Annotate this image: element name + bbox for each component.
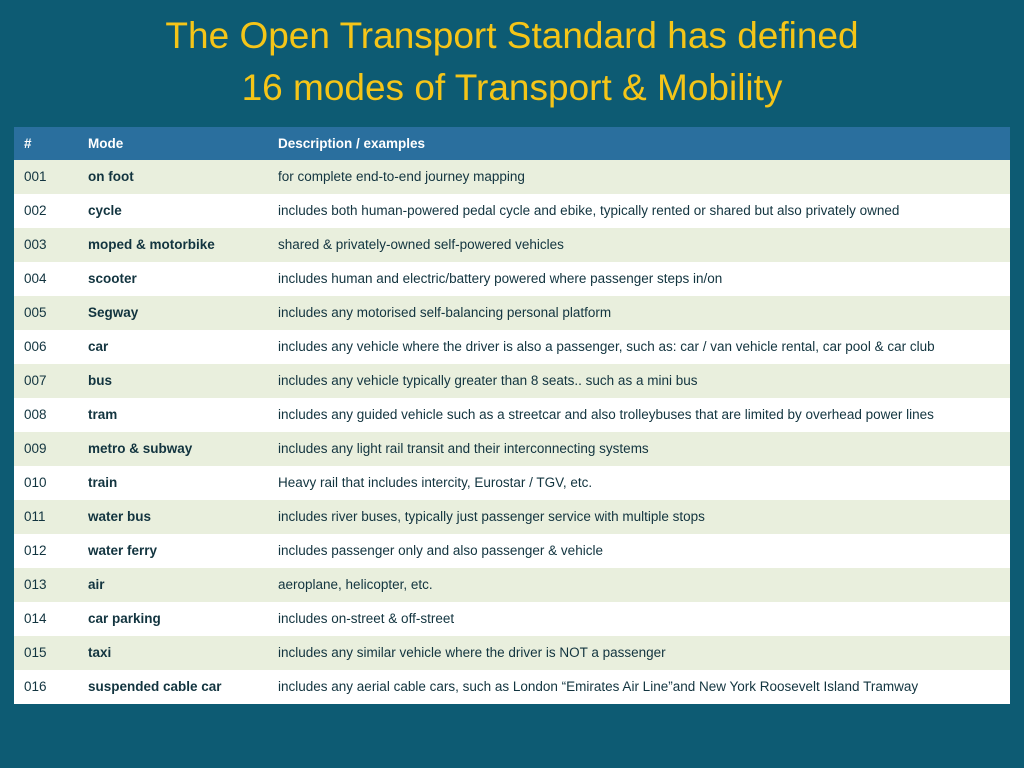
cell-number: 008 — [14, 398, 78, 432]
column-header-mode: Mode — [78, 127, 268, 160]
column-header-number: # — [14, 127, 78, 160]
cell-mode: moped & motorbike — [78, 228, 268, 262]
cell-description: includes any aerial cable cars, such as London “Emirates Air Line”and New York Roosevelt Island Tramway — [268, 670, 1010, 704]
cell-number: 014 — [14, 602, 78, 636]
page-title-line-1: The Open Transport Standard has defined — [165, 15, 859, 56]
cell-description: includes on-street & off-street — [268, 602, 1010, 636]
table-row — [14, 330, 1010, 364]
cell-mode: car parking — [78, 602, 268, 636]
cell-mode: suspended cable car — [78, 670, 268, 704]
cell-mode: metro & subway — [78, 432, 268, 466]
cell-mode: car — [78, 330, 268, 364]
cell-description: aeroplane, helicopter, etc. — [268, 568, 1010, 602]
cell-number: 001 — [14, 160, 78, 194]
modes-table-container — [14, 127, 1010, 704]
cell-mode: Segway — [78, 296, 268, 330]
column-header-description: Description / examples — [268, 127, 1010, 160]
cell-description: includes both human-powered pedal cycle and ebike, typically rented or shared but also privately owned — [268, 194, 1010, 228]
cell-number: 012 — [14, 534, 78, 568]
cell-mode: air — [78, 568, 268, 602]
cell-description: includes any similar vehicle where the driver is NOT a passenger — [268, 636, 1010, 670]
cell-number: 004 — [14, 262, 78, 296]
cell-description: includes any motorised self-balancing personal platform — [268, 296, 1010, 330]
table-header-row — [14, 127, 1010, 160]
table-body — [14, 160, 1010, 704]
cell-description: includes any vehicle typically greater than 8 seats.. such as a mini bus — [268, 364, 1010, 398]
table-row — [14, 262, 1010, 296]
table-header — [14, 127, 1010, 160]
cell-number: 002 — [14, 194, 78, 228]
cell-mode: water ferry — [78, 534, 268, 568]
cell-description: includes any guided vehicle such as a streetcar and also trolleybuses that are limited by overhead power lines — [268, 398, 1010, 432]
table-row — [14, 466, 1010, 500]
table-row — [14, 160, 1010, 194]
table-row — [14, 364, 1010, 398]
table-row — [14, 398, 1010, 432]
table-row — [14, 568, 1010, 602]
cell-mode: tram — [78, 398, 268, 432]
table-row — [14, 500, 1010, 534]
table-row — [14, 194, 1010, 228]
cell-mode: scooter — [78, 262, 268, 296]
cell-number: 013 — [14, 568, 78, 602]
cell-description: includes any light rail transit and their interconnecting systems — [268, 432, 1010, 466]
cell-number: 006 — [14, 330, 78, 364]
cell-description: includes human and electric/battery powered where passenger steps in/on — [268, 262, 1010, 296]
cell-description: for complete end-to-end journey mapping — [268, 160, 1010, 194]
page-title — [0, 0, 1024, 114]
cell-description: Heavy rail that includes intercity, Eurostar / TGV, etc. — [268, 466, 1010, 500]
cell-number: 011 — [14, 500, 78, 534]
cell-mode: bus — [78, 364, 268, 398]
cell-mode: train — [78, 466, 268, 500]
cell-mode: cycle — [78, 194, 268, 228]
table-row — [14, 670, 1010, 704]
cell-number: 009 — [14, 432, 78, 466]
cell-mode: on foot — [78, 160, 268, 194]
cell-description: includes river buses, typically just passenger service with multiple stops — [268, 500, 1010, 534]
cell-description: includes any vehicle where the driver is also a passenger, such as: car / van vehicle rental, car pool & car club — [268, 330, 1010, 364]
table-row — [14, 534, 1010, 568]
cell-number: 003 — [14, 228, 78, 262]
cell-description: shared & privately-owned self-powered vehicles — [268, 228, 1010, 262]
cell-description: includes passenger only and also passenger & vehicle — [268, 534, 1010, 568]
page-title-line-2: 16 modes of Transport & Mobility — [241, 67, 783, 108]
cell-number: 005 — [14, 296, 78, 330]
table-row — [14, 228, 1010, 262]
cell-mode: taxi — [78, 636, 268, 670]
table-row — [14, 432, 1010, 466]
cell-number: 007 — [14, 364, 78, 398]
cell-number: 015 — [14, 636, 78, 670]
cell-number: 010 — [14, 466, 78, 500]
cell-number: 016 — [14, 670, 78, 704]
modes-table — [14, 127, 1010, 704]
table-row — [14, 602, 1010, 636]
table-row — [14, 636, 1010, 670]
table-row — [14, 296, 1010, 330]
cell-mode: water bus — [78, 500, 268, 534]
